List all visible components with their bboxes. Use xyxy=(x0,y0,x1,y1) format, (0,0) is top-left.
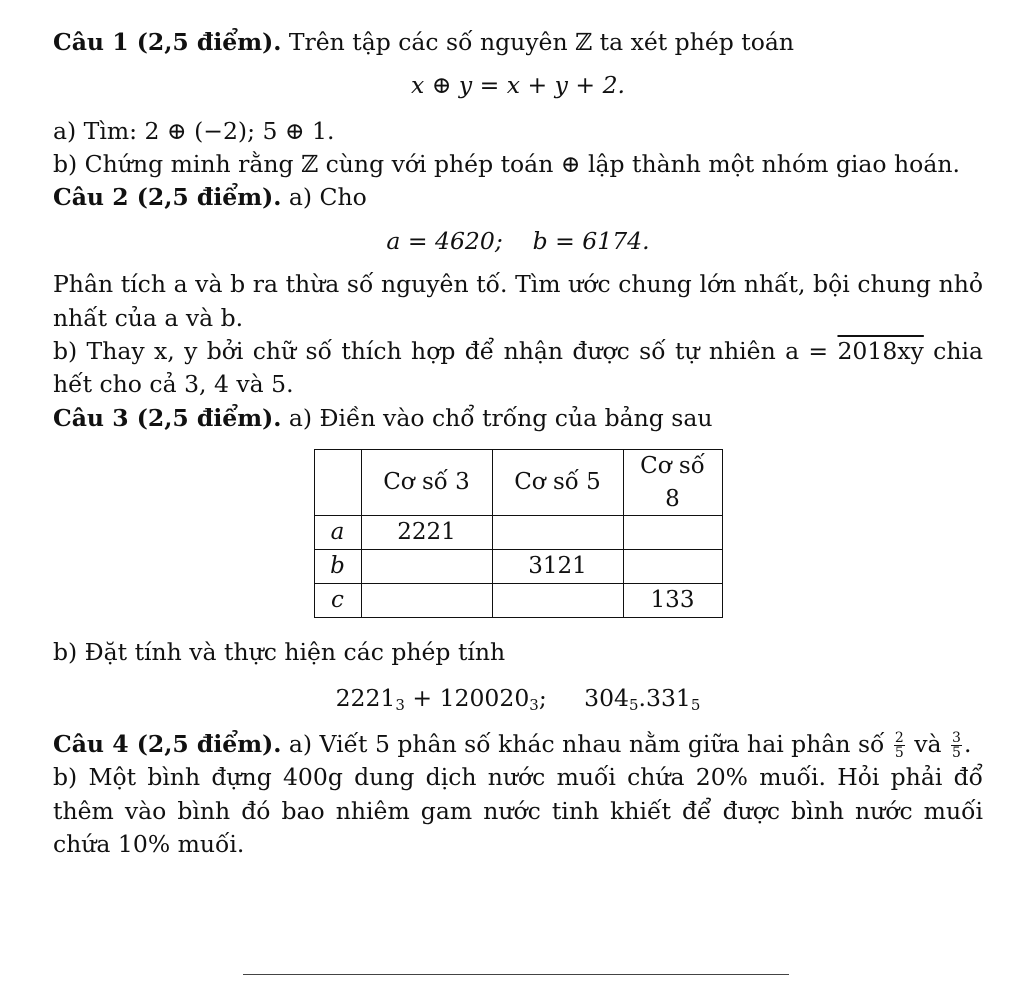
table-header-row xyxy=(314,449,722,515)
table-header-base8: Cơ số 8 xyxy=(623,449,722,515)
question-2-part-b-suffix: chia hết cho cả 3, 4 và 5. xyxy=(53,336,983,399)
dot-sign: . xyxy=(638,683,647,712)
question-2-formula: a = 4620; b = 6174. xyxy=(386,226,650,255)
term-1: 2221 xyxy=(335,683,396,712)
question-2-part-b-prefix: b) Thay x, y bởi chữ số thích hợp để nhận được số tự nhiên a = xyxy=(53,336,838,365)
plus-sign: + xyxy=(404,683,440,712)
exam-document xyxy=(53,26,983,861)
question-3-heading: Câu 3 (2,5 điểm). xyxy=(53,403,282,432)
question-4-intro-text: a) Viết 5 phân số khác nhau nằm giữa hai phân số xyxy=(281,729,892,758)
table-row xyxy=(314,584,722,618)
table-cell xyxy=(623,550,722,584)
table-cell: 3121 xyxy=(492,550,623,584)
question-1-intro xyxy=(53,26,983,59)
question-2-intro xyxy=(53,181,983,214)
question-4-part-b: b) Một bình đựng 400g dung dịch nước muối chứa 20% muối. Hỏi phải đổ thêm vào bình đó bao nhiêm gam nước tinh khiết để được bình nước muối chứa 10% muối. xyxy=(53,763,983,858)
table-row xyxy=(314,516,722,550)
subscript-2: 3 xyxy=(529,695,539,714)
table-cell xyxy=(492,516,623,550)
term-4: 331 xyxy=(646,683,691,712)
fraction-2-numerator: 3 xyxy=(952,729,961,746)
table-cell xyxy=(492,584,623,618)
table-cell xyxy=(361,584,492,618)
question-3-intro-text: a) Điền vào chổ trống của bảng sau xyxy=(281,403,713,432)
overlined-number: 2018xy xyxy=(837,336,924,365)
table-header-base3: Cơ số 3 xyxy=(361,449,492,515)
row-label: c xyxy=(314,584,361,618)
end-period: . xyxy=(963,729,972,758)
term-3: 304 xyxy=(584,683,629,712)
question-1-part-b: b) Chứng minh rằng ℤ cùng với phép toán ⊕ lập thành một nhóm giao hoán. xyxy=(53,150,960,179)
subscript-4: 5 xyxy=(690,695,701,714)
term-2: 120020 xyxy=(439,683,530,712)
footer-divider xyxy=(243,974,789,975)
fraction-three-fifths xyxy=(951,731,962,760)
base-conversion-table-wrapper xyxy=(53,449,983,618)
question-3-formula xyxy=(53,682,983,716)
question-2-intro-text: a) Cho xyxy=(281,183,367,212)
question-2-part-a: Phân tích a và b ra thừa số nguyên tố. Tìm ước chung lớn nhất, bội chung nhỏ nhất của a và b. xyxy=(53,270,983,332)
separator: ; xyxy=(538,683,585,712)
row-label: a xyxy=(314,516,361,550)
and-word: và xyxy=(906,729,950,758)
subscript-1: 3 xyxy=(395,695,405,714)
table-cell xyxy=(361,550,492,584)
fraction-2-denominator: 5 xyxy=(952,744,961,761)
fraction-1-denominator: 5 xyxy=(894,744,904,761)
question-3-intro xyxy=(53,402,983,435)
question-2-heading: Câu 2 (2,5 điểm). xyxy=(53,183,282,212)
table-header-base5: Cơ số 5 xyxy=(492,449,623,515)
subscript-3: 5 xyxy=(628,695,639,714)
question-1-intro-text: Trên tập các số nguyên ℤ ta xét phép toán xyxy=(281,28,795,56)
row-label: b xyxy=(314,550,361,584)
fraction-1-numerator: 2 xyxy=(894,729,904,746)
table-cell: 133 xyxy=(623,584,722,618)
question-3-part-b: b) Đặt tính và thực hiện các phép tính xyxy=(53,638,506,667)
question-1-heading: Câu 1 (2,5 điểm). xyxy=(53,28,282,56)
base-conversion-table xyxy=(314,449,723,618)
question-1-part-a: a) Tìm: 2 ⊕ (−2); 5 ⊕ 1. xyxy=(53,116,335,145)
question-4-part-a xyxy=(53,728,983,761)
question-4-heading: Câu 4 (2,5 điểm). xyxy=(53,729,282,758)
table-cell xyxy=(623,516,722,550)
table-cell: 2221 xyxy=(361,516,492,550)
question-1-formula: x ⊕ y = x + y + 2. xyxy=(410,71,625,100)
question-2-part-b xyxy=(53,335,983,402)
table-header-empty xyxy=(314,449,361,515)
fraction-two-fifths xyxy=(894,731,905,760)
table-row xyxy=(314,550,722,584)
